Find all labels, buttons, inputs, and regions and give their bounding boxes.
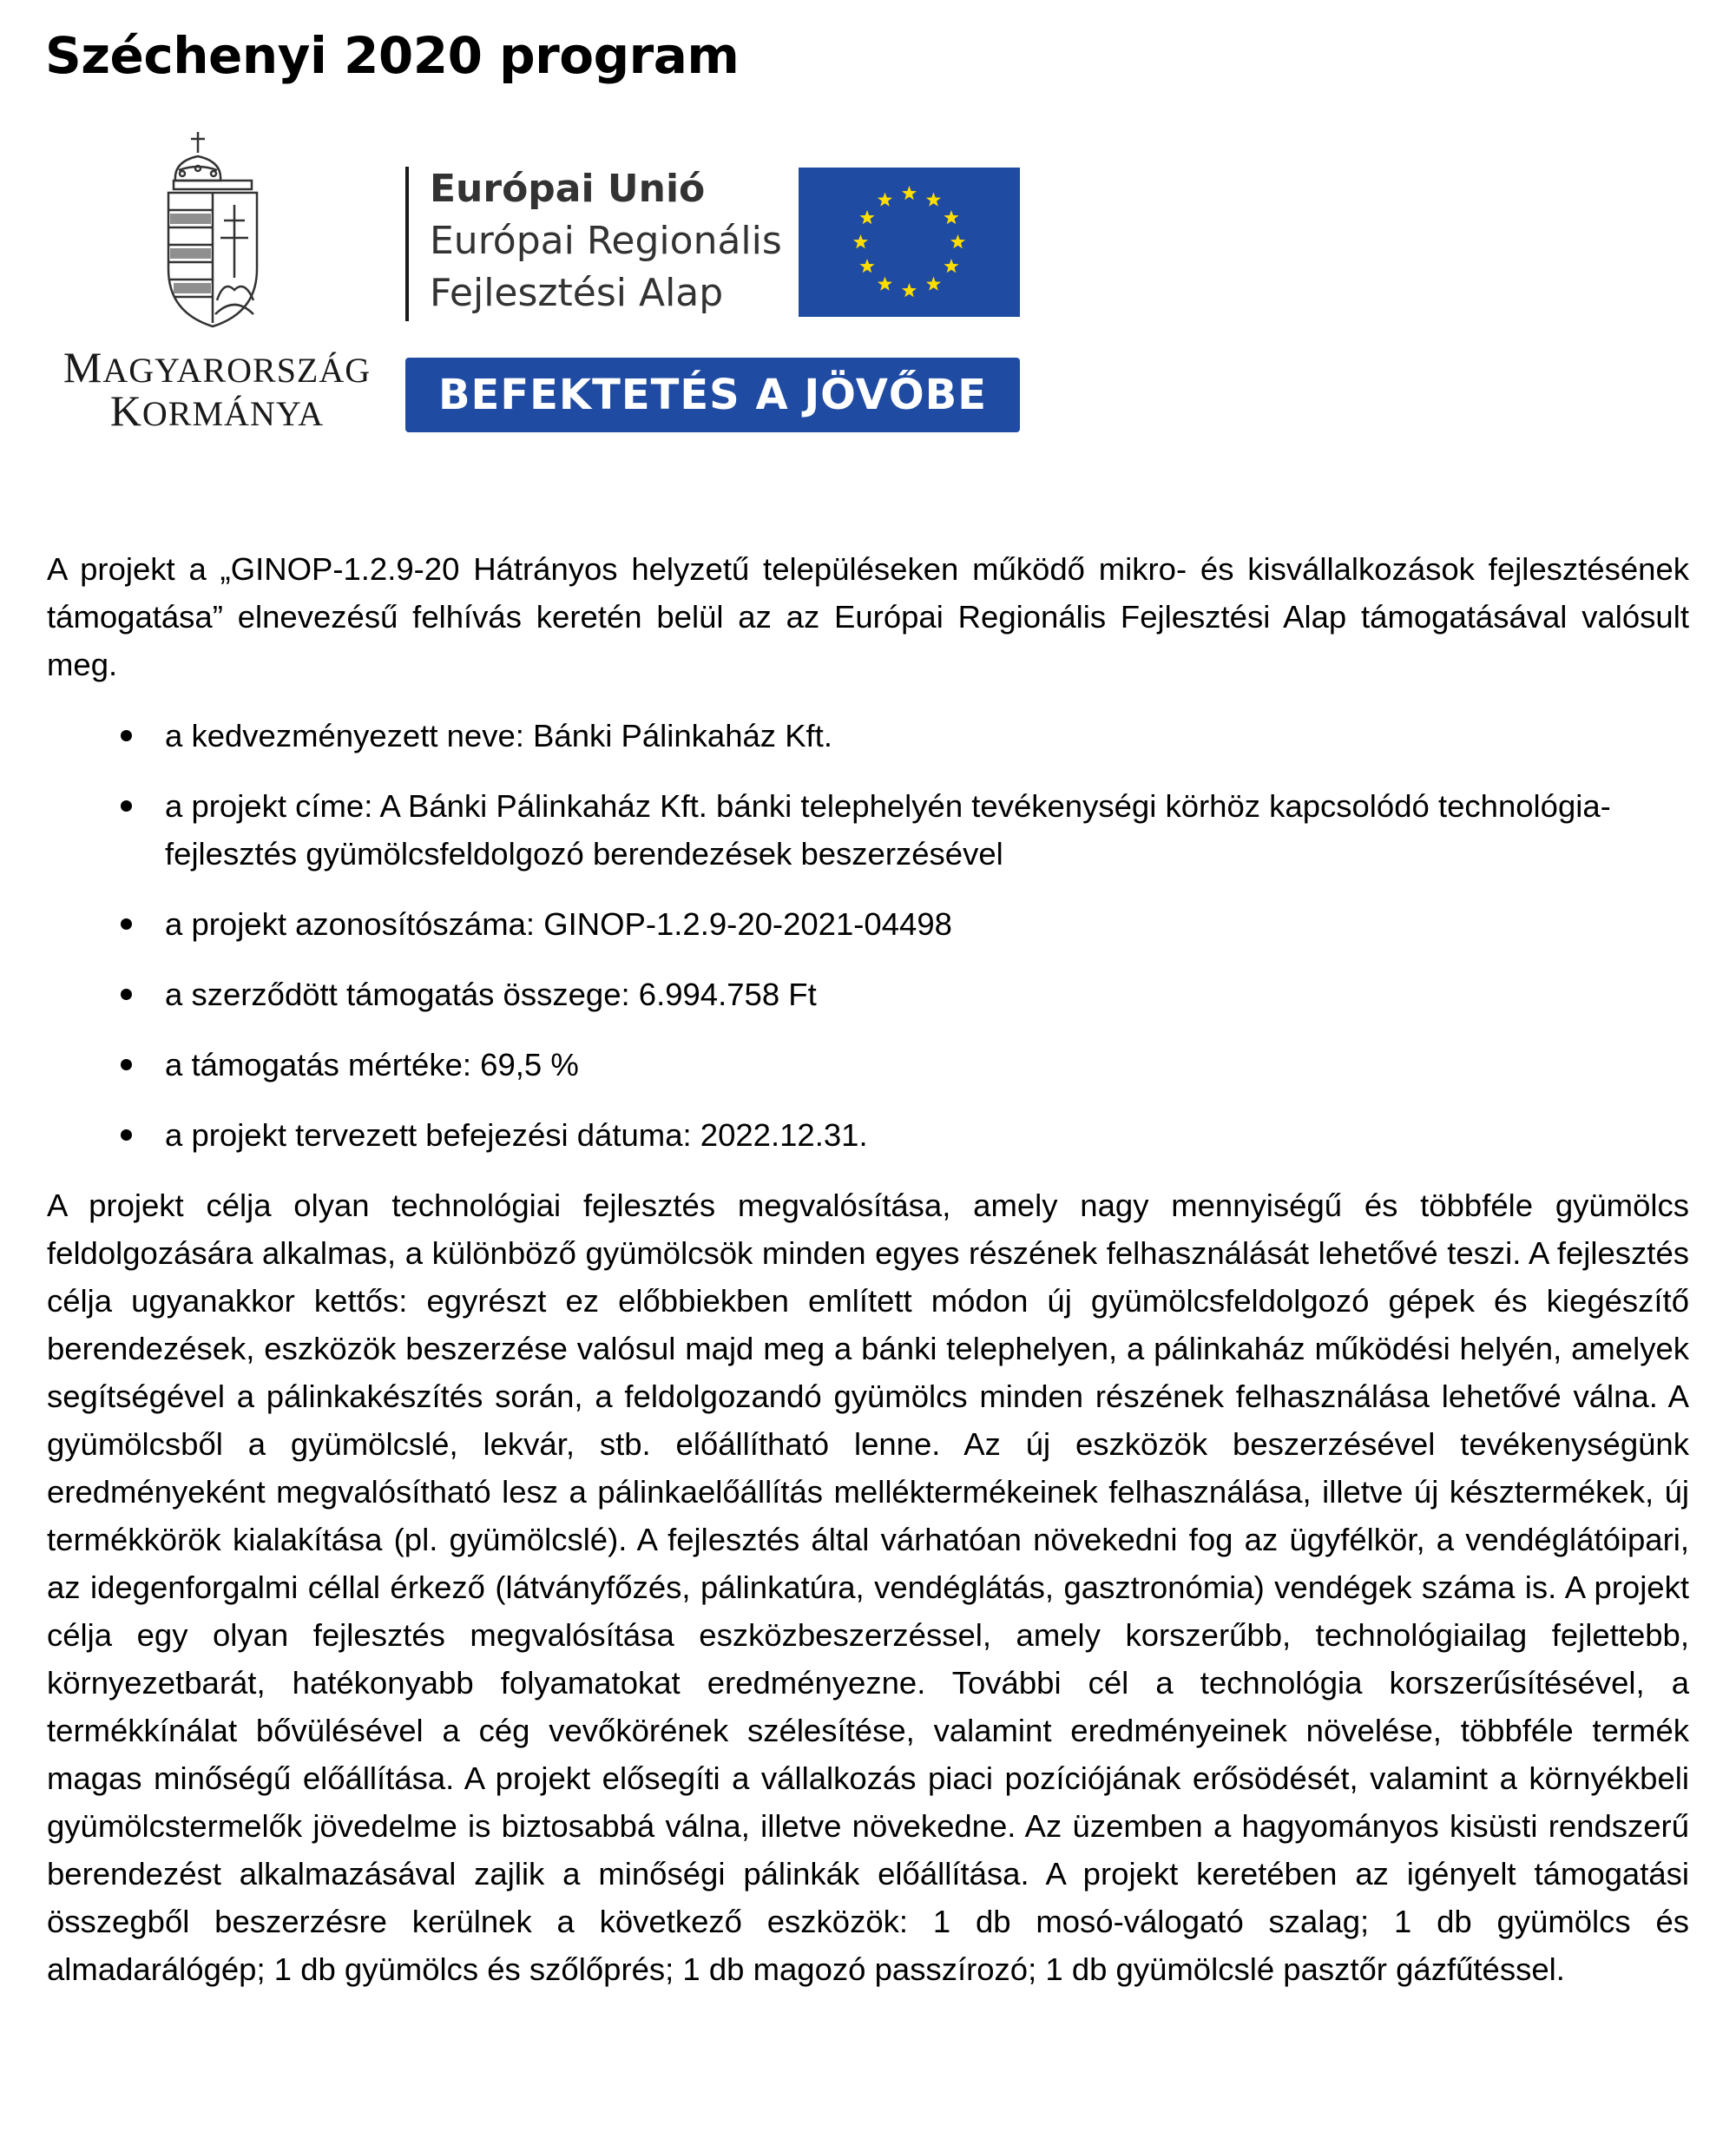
- invest-in-future-banner: BEFEKTETÉS A JÖVŐBE: [405, 358, 1020, 432]
- list-item: [47, 1111, 1689, 1159]
- list-item: [47, 900, 1689, 948]
- completion-date: a projekt tervezett befejezési dátuma: 2022.12.31.: [165, 1117, 868, 1153]
- eu-fund-label-line-1: Európai Regionális: [430, 219, 782, 263]
- eu-flag-icon: [799, 168, 1020, 317]
- hungarian-coat-of-arms-icon: [156, 130, 269, 330]
- list-item: [47, 1041, 1689, 1089]
- beneficiary-name: a kedvezményezett neve: Bánki Pálinkaház Kft.: [165, 718, 832, 753]
- bullet-icon: [121, 800, 132, 812]
- government-line-2: KORMÁNYA: [109, 386, 325, 435]
- project-content: [47, 545, 1689, 1993]
- description-paragraph: A projekt célja olyan technológiai fejlesztés megvalósítása, amely nagy mennyiségű és többféle gyümölcs feldolgozására alkalmas, a különböző gyümölcsök minden egyes részének felhasználását lehetővé teszi. A fejlesztés célja ugyanakkor kettős: egyrészt ez előbbiekben említett módon új gyümölcsfeldolgozó gépek és kiegészítő berendezések, eszközök beszerzése valósul majd meg a bánki telephelyen, a pálinkaház működési helyén, amelyek segítségével a pálinkakészítés során, a feldolgozandó gyümölcs minden részének felhasználása lehetővé válna. A gyümölcsből a gyümölcslé, lekvár, stb. előállítható lenne. Az új eszközök beszerzésével tevékenységünk eredményeként megvalósítható lesz a pálinkaelőállítás melléktermékeinek felhasználása, illetve új késztermékek, új termékkörök kialakítása (pl. gyümölcslé). A fejlesztés által várhatóan növekedni fog az ügyfélkör, a vendéglátóipari, az idegenforgalmi céllal érkező (látványfőzés, pálinkatúra, vendéglátás, gasztronómia) vendégek száma is. A projekt célja egy olyan fejlesztés megvalósítása eszközbeszerzéssel, amely korszerűbb, technológiailag fejlettebb, környezetbarát, hatékonyabb folyamatokat eredményezne. További cél a technológia korszerűsítésével, a termékkínálat bővülésével a cég vevőkörének szélesítése, valamint eredményeinek növelése, többféle termék magas minőségű előállítása. A projekt elősegíti a vállalkozás piaci pozíciójának erősödését, valamint a környékbeli gyümölcstermelők jövedelme is biztosabbá válna, illetve növekedne. Az üzemben a hagyományos kisüsti rendszerű berendezést alkalmazásával zajlik a minőségi pálinkák előállítása. A projekt keretében az igényelt támogatási összegből beszerzésre kerülnek a következő eszközök: 1 db mosó-válogató szalag; 1 db gyümölcs és almadarálógép; 1 db gyümölcs és szőlőprés; 1 db magozó passzírozó; 1 db gyümölcslé pasztőr gázfűtéssel.: [47, 1188, 1689, 1987]
- project-id: a projekt azonosítószáma: GINOP-1.2.9-20-2021-04498: [165, 906, 952, 942]
- bullet-icon: [121, 989, 132, 1000]
- government-line-1: MAGYARORSZÁG: [62, 343, 372, 391]
- eu-union-label: Európai Unió: [430, 167, 706, 211]
- grant-rate: a támogatás mértéke: 69,5 %: [165, 1047, 579, 1082]
- bullet-icon: [121, 1059, 132, 1070]
- szechenyi-2020-logo: [52, 130, 1024, 443]
- list-item: [47, 971, 1689, 1018]
- eu-fund-label-line-2: Fejlesztési Alap: [430, 271, 724, 315]
- bullet-icon: [121, 1129, 132, 1141]
- project-title: a projekt címe: A Bánki Pálinkaház Kft. bánki telephelyén tevékenységi körhöz kapcsolódó technológia-fejlesztés gyümölcsfeldolgozó berendezések beszerzésével: [165, 788, 1611, 872]
- government-wordmark: [52, 343, 382, 435]
- bullet-icon: [121, 918, 132, 930]
- list-item: [47, 782, 1689, 878]
- intro-paragraph: A projekt a „GINOP-1.2.9-20 Hátrányos helyzetű településeken működő mikro- és kisvállalkozások fejlesztésének támogatása” elnevezésű felhívás keretén belül az az Európai Regionális Fejlesztési Alap támogatásával valósult meg.: [47, 551, 1689, 682]
- logo-divider: [405, 167, 409, 321]
- bullet-icon: [121, 730, 132, 741]
- grant-amount: a szerződött támogatás összege: 6.994.758 Ft: [165, 977, 817, 1012]
- project-details-list: [47, 712, 1689, 1159]
- page-title: Széchenyi 2020 program: [45, 26, 740, 85]
- list-item: [47, 712, 1689, 760]
